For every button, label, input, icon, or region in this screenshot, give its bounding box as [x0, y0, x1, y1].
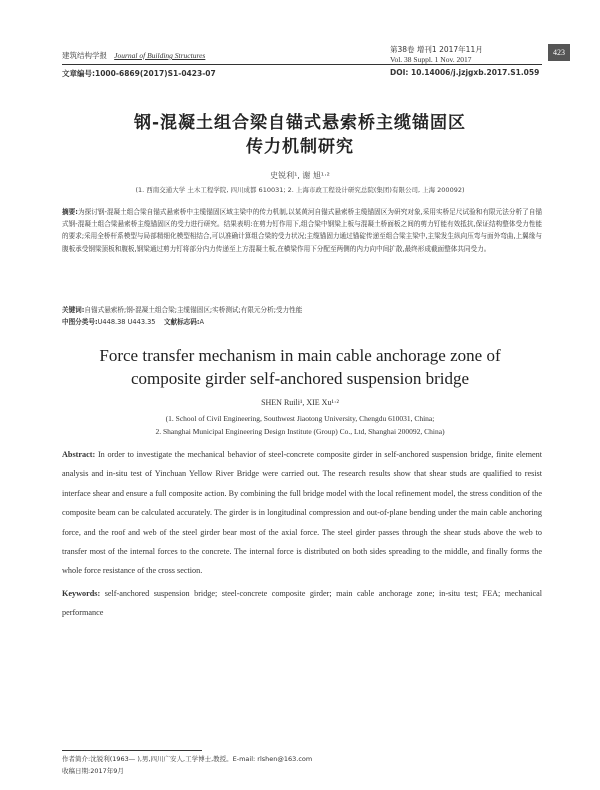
author-intro: 作者简介:沈锐利(1963— ),男,四川广安人,工学博士,教授。E-mail: rlshen@163.com	[62, 755, 313, 763]
received-date: 收稿日期:2017年9月	[62, 767, 124, 775]
en-abstract-label: Abstract:	[62, 450, 96, 459]
en-affiliation-line1: (1. School of Civil Engineering, Southwest Jiaotong University, Chengdu 610031, China;	[165, 414, 435, 423]
cn-abstract	[62, 206, 542, 255]
cn-keywords	[62, 304, 542, 316]
journal-name-cn: 建筑结构学报	[62, 51, 107, 60]
volume-en: Vol. 38 Suppl. 1 Nov. 2017	[390, 55, 472, 64]
cn-classification	[62, 316, 542, 328]
cn-abstract-label: 摘要:	[62, 208, 78, 216]
doc-code-label: 文献标志码:	[163, 318, 200, 326]
en-title-line1: Force transfer mechanism in main cable anchorage zone of	[99, 346, 501, 365]
journal-name-en: Journal of Building Structures	[114, 51, 206, 60]
cn-title-line2: 传力机制研究	[246, 137, 354, 157]
footnote-rule	[62, 750, 202, 751]
cn-title-line1: 钢-混凝土组合梁自锚式悬索桥主缆锚固区	[133, 113, 467, 133]
en-keywords-text: self-anchored suspension bridge; steel-concrete composite girder; main cable anchorage zone; in-situ test; FEA; mechanical performance	[62, 589, 543, 618]
volume-cn: 第38卷 增刊1 2017年11月	[390, 45, 483, 54]
en-abstract	[62, 445, 542, 581]
doi: DOI: 10.14006/j.jzjgxb.2017.S1.059	[390, 68, 540, 77]
en-title-line2: composite girder self-anchored suspension bridge	[130, 369, 470, 388]
page-number-badge: 423	[548, 44, 570, 61]
clc-label: 中图分类号:	[62, 318, 98, 326]
cn-keywords-text: 自锚式悬索桥;钢-混凝土组合梁;主缆锚固区;实桥测试;有限元分析;受力性能	[84, 306, 303, 314]
header-rule	[62, 64, 542, 65]
en-authors: SHEN Ruili¹, XIE Xu¹·²	[261, 398, 339, 407]
doc-code-value: A	[199, 318, 205, 326]
en-abstract-text: In order to investigate the mechanical behavior of steel-concrete composite girder in self-anchored suspension bridge, finite element analysis and in-situ test of Yinchuan Yellow River Bridge were carried out. The research results show that shear studs are qualified to resist interface shear and ensure a full composite action. By combining the full bridge model with the local refinement model, the stress condition of the composite beam can be calculated accurately. The girder is in longitudinal compression and out-of-plane bending under the main cable anchoring force, and the roof and web of the steel girder bear most of the axial force. The steel girder passes through the shear studs above the web to transfer most of the internal forces to the concrete. The internal force is distributed on both sides spreading to the middle, and finally forms the whole force resistance of the cross section.	[62, 450, 542, 576]
cn-affiliation: (1. 西南交通大学 土木工程学院, 四川成都 610031; 2. 上海市政工程设计研究总院(集团)有限公司, 上海 200092)	[135, 186, 465, 194]
cn-abstract-text: 为探讨钢-混凝土组合梁自锚式悬索桥中主缆锚固区域主梁中的传力机制,以某黄河自锚式悬索桥主缆锚固区为研究对象,采用实桥足尺试验和有限元法分析了自锚式钢-混凝土组合梁悬索桥主缆锚固区的受力进行研究。结果表明:在剪力钉作用下,组合梁中钢梁上板与混凝土桥面板之间的剪力钉能有效抵抗,保证结构整体受力性能的要求;采用全桥杆系模型与局部精细化模型相结合,可以准确计算组合梁的受力状况;主缆锚固力通过锚碇传递至组合梁主梁中,主梁发生纵向压弯与面外弯曲,上翼缘与腹板承受钢梁顶板和腹板,钢梁通过剪力钉将部分内力传递至上方混凝土板,在横梁作用下分配至两侧的内力向中间扩散,最终形成截面整体共同受力。	[62, 208, 542, 253]
en-keywords-label: Keywords:	[62, 589, 101, 598]
journal-name	[62, 50, 205, 61]
clc-value: U448.38 U443.35	[97, 318, 156, 326]
article-number: 文章编号:1000-6869(2017)S1-0423-07	[62, 69, 216, 78]
en-keywords	[62, 584, 542, 623]
en-affiliation-line2: 2. Shanghai Municipal Engineering Design Institute (Group) Co., Ltd, Shanghai 200092, China)	[155, 427, 445, 436]
cn-keywords-label: 关键词:	[62, 306, 85, 314]
cn-authors: 史锐利¹, 谢 旭¹·²	[270, 171, 330, 180]
